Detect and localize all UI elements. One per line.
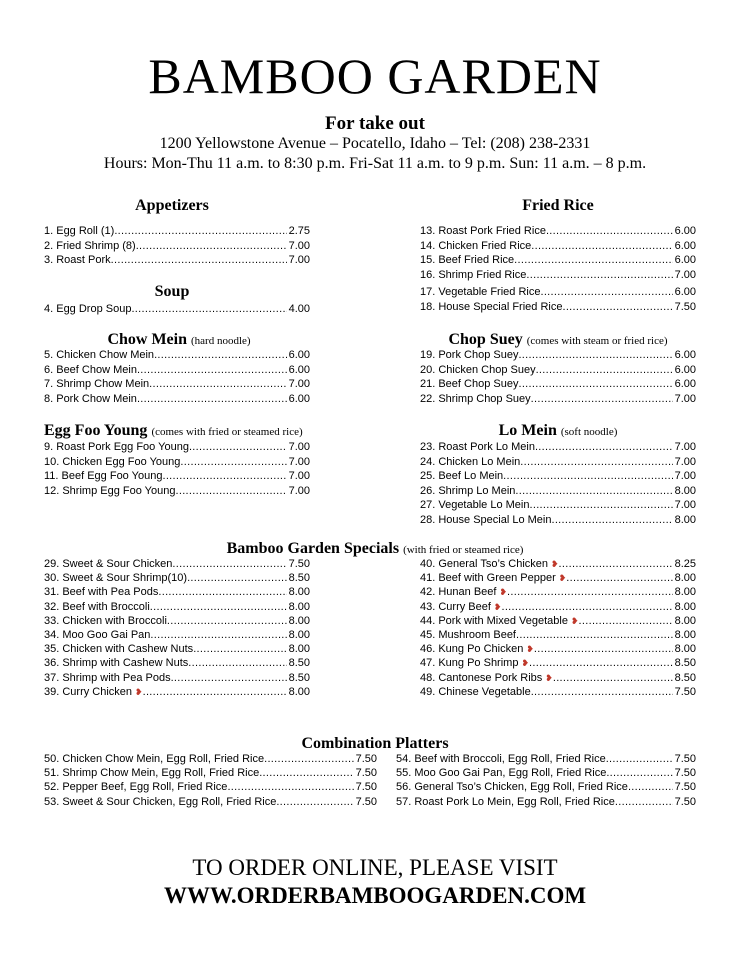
menu-item-name: 55. Moo Goo Gai Pan, Egg Roll, Fried Rice [396, 767, 607, 780]
menu-item-price: 6.00 [674, 286, 696, 298]
menu-item-price: 8.00 [288, 629, 310, 641]
menu-item [420, 671, 696, 685]
menu-item-name: 29. Sweet & Sour Chicken [44, 558, 173, 570]
menu-item-price: 8.00 [674, 614, 696, 627]
menu-item [420, 557, 696, 571]
menu-item-name: 30. Sweet & Sour Shrimp(10) [44, 572, 188, 585]
dot-leader [143, 685, 287, 699]
chili-pepper-icon: ❥ [499, 587, 507, 598]
menu-item [44, 253, 310, 267]
dot-leader [111, 253, 287, 267]
chili-pepper-icon: ❥ [135, 686, 143, 697]
menu-item-name: 19. Pork Chop Suey [420, 349, 519, 361]
menu-item-name: 41. Beef with Green Pepper [420, 572, 556, 585]
menu-item [44, 363, 310, 377]
menu-item-price: 8.50 [288, 671, 310, 684]
menu-item-price: 8.00 [674, 484, 696, 497]
menu-item-price: 7.00 [288, 239, 310, 252]
dot-leader [259, 766, 353, 780]
menu-item-name: 26. Shrimp Lo Mein [420, 484, 516, 497]
menu-item-name: 27. Vegetable Lo Mein [420, 499, 530, 511]
dot-leader [520, 455, 672, 469]
menu-item-price: 8.00 [674, 629, 696, 641]
menu-item-name: 31. Beef with Pea Pods [44, 586, 159, 599]
menu-item-name: 21. Beef Chop Suey [420, 378, 519, 390]
menu-item-price: 8.00 [288, 614, 310, 627]
menu-item-name: 35. Chicken with Cashew Nuts [44, 643, 194, 656]
menu-item-name: 34. Moo Goo Gai Pan [44, 629, 151, 641]
dot-leader [193, 642, 286, 656]
menu-item-price: 8.50 [674, 657, 696, 670]
heading-lo-mein: Lo Mein (soft noodle) [498, 422, 618, 439]
menu-item [44, 752, 377, 766]
takeout-label: For take out [325, 113, 425, 134]
dot-leader [187, 571, 287, 585]
menu-item-price: 8.00 [674, 513, 696, 526]
menu-item-name: 4. Egg Drop Soup [44, 303, 132, 315]
chili-pepper-icon: ❥ [526, 644, 534, 655]
menu-item [420, 585, 696, 599]
menu-item-name: 14. Chicken Fried Rice [420, 239, 532, 252]
dot-leader [515, 484, 672, 498]
menu-item [44, 440, 310, 454]
menu-item [420, 469, 696, 483]
menu-item-price: 7.00 [288, 484, 310, 497]
dot-leader [189, 440, 287, 454]
menu-item-name: 45. Mushroom Beef [420, 629, 516, 641]
footer-website-link[interactable]: WWW.ORDERBAMBOOGARDEN.COM [163, 883, 587, 908]
menu-item-name: 48. Cantonese Pork Ribs [420, 671, 543, 684]
menu-item-price: 7.00 [674, 268, 696, 281]
menu-item-price: 6.00 [288, 392, 310, 405]
dot-leader [507, 585, 673, 599]
dot-leader [154, 348, 287, 362]
menu-item [44, 642, 310, 656]
menu-item-name: 25. Beef Lo Mein [420, 470, 504, 482]
menu-item [44, 656, 310, 670]
menu-item-price: 8.00 [674, 600, 696, 613]
menu-item-price: 7.00 [674, 392, 696, 405]
dot-leader [137, 363, 287, 377]
dot-leader [171, 671, 287, 685]
menu-item [420, 300, 696, 314]
menu-item [44, 348, 310, 362]
menu-item [420, 484, 696, 498]
menu-item-price: 7.50 [355, 767, 377, 780]
menu-item-name: 50. Chicken Chow Mein, Egg Roll, Fried Rice [44, 753, 265, 765]
menu-item [420, 348, 696, 362]
dot-leader [149, 377, 286, 391]
chili-pepper-icon: ❥ [493, 601, 502, 612]
menu-item-price: 7.50 [674, 781, 696, 794]
menu-item [44, 455, 310, 469]
menu-item-price: 7.00 [674, 499, 696, 511]
menu-item [44, 685, 310, 699]
menu-item [420, 642, 696, 656]
dot-leader [531, 392, 673, 406]
menu-item [44, 780, 377, 794]
dot-leader [535, 440, 673, 454]
menu-item [420, 440, 696, 454]
menu-item-price: 8.50 [674, 671, 696, 684]
menu-item-price: 8.50 [288, 657, 310, 670]
menu-item-price: 7.50 [674, 795, 696, 808]
menu-item-name: 18. House Special Fried Rice [420, 300, 563, 313]
menu-item [44, 585, 310, 599]
menu-item [44, 239, 310, 253]
dot-leader [175, 484, 286, 498]
dot-leader [167, 614, 287, 628]
dot-leader [518, 377, 672, 391]
dot-leader [516, 628, 673, 642]
menu-item-name: 44. Pork with Mixed Vegetable [420, 614, 568, 627]
menu-item-price: 7.00 [674, 470, 696, 482]
menu-item [44, 484, 310, 498]
menu-item-name: 46. Kung Po Chicken [420, 643, 524, 656]
menu-item [420, 392, 696, 406]
dot-leader [531, 685, 673, 699]
menu-item-name: 52. Pepper Beef, Egg Roll, Fried Rice [44, 781, 228, 794]
dot-leader [264, 752, 353, 766]
menu-item-name: 28. House Special Lo Mein [420, 513, 552, 526]
dot-leader [137, 392, 287, 406]
menu-item-name: 40. General Tso’s Chicken [420, 558, 548, 570]
heading-specials: Bamboo Garden Specials (with fried or steamed rice) [226, 540, 524, 557]
menu-item-name: 2. Fried Shrimp (8) [44, 239, 136, 252]
menu-item-price: 7.50 [674, 300, 696, 313]
menu-item-price: 8.00 [288, 643, 310, 656]
chili-pepper-icon: ❥ [545, 672, 553, 683]
menu-item-price: 7.50 [288, 558, 310, 570]
menu-item-price: 8.00 [288, 586, 310, 599]
heading-chow-mein: Chow Mein (hard noodle) [107, 331, 251, 348]
dot-leader [526, 268, 672, 282]
menu-item-name: 20. Chicken Chop Suey [420, 363, 536, 376]
menu-item [44, 571, 310, 585]
dot-leader [150, 628, 286, 642]
menu-item-name: 6. Beef Chow Mein [44, 363, 137, 376]
menu-item [420, 455, 696, 469]
footer-order-online: TO ORDER ONLINE, PLEASE VISIT [192, 855, 558, 880]
menu-item-name: 24. Chicken Lo Mein [420, 455, 521, 468]
dot-leader [536, 363, 673, 377]
menu-item-price: 8.25 [674, 558, 696, 570]
menu-item [420, 253, 696, 267]
dot-leader [227, 780, 353, 794]
menu-item [44, 614, 310, 628]
dot-leader [501, 600, 672, 614]
menu-item [420, 628, 696, 642]
menu-item-price: 6.00 [674, 378, 696, 390]
dot-leader [551, 513, 672, 527]
menu-item-name: 8. Pork Chow Mein [44, 392, 137, 405]
dot-leader [136, 239, 287, 253]
dot-leader [615, 795, 673, 809]
dot-leader [158, 585, 286, 599]
menu-item [44, 628, 310, 642]
menu-item-price: 6.00 [288, 349, 310, 361]
menu-item-name: 51. Shrimp Chow Mein, Egg Roll, Fried Rice [44, 767, 260, 780]
menu-item-price: 7.50 [355, 795, 377, 808]
chili-pepper-icon: ❥ [570, 615, 579, 626]
menu-item [420, 571, 696, 585]
menu-item [44, 766, 377, 780]
menu-item-price: 7.00 [674, 441, 696, 453]
dot-leader [514, 253, 672, 267]
menu-item-name: 3. Roast Pork [44, 254, 111, 266]
menu-item-price: 8.00 [288, 685, 310, 698]
menu-item-price: 8.00 [288, 600, 310, 613]
dot-leader [606, 766, 672, 780]
menu-item [420, 600, 696, 614]
dot-leader [553, 671, 673, 685]
menu-item [44, 377, 310, 391]
address-line: 1200 Yellowstone Avenue – Pocatello, Idaho – Tel: (208) 238-2331 [159, 135, 591, 152]
menu-item-price: 2.75 [288, 225, 310, 237]
menu-item-price: 8.00 [674, 586, 696, 599]
menu-item [420, 268, 696, 282]
menu-item [420, 224, 696, 238]
dot-leader [172, 557, 286, 571]
menu-item-name: 49. Chinese Vegetable [420, 685, 531, 698]
restaurant-title: BAMBOO GARDEN [148, 48, 602, 104]
menu-item [44, 302, 310, 316]
menu-item-price: 7.50 [674, 685, 696, 698]
menu-item [396, 766, 696, 780]
dot-leader [559, 557, 673, 571]
menu-item-name: 10. Chicken Egg Foo Young [44, 455, 181, 468]
menu-item [420, 377, 696, 391]
menu-item-name: 23. Roast Pork Lo Mein [420, 441, 535, 453]
hours-line: Hours: Mon-Thu 11 a.m. to 8:30 p.m. Fri-Sat 11 a.m. to 9 p.m. Sun: 11 a.m. – 8 p.m. [103, 155, 647, 172]
menu-item-price: 8.00 [674, 643, 696, 656]
heading-fried-rice: Fried Rice [522, 197, 594, 214]
dot-leader [503, 469, 672, 483]
menu-item-price: 7.00 [288, 455, 310, 468]
menu-item-price: 6.00 [288, 363, 310, 376]
menu-item [420, 239, 696, 253]
menu-item-price: 7.00 [288, 470, 310, 482]
menu-item [44, 671, 310, 685]
menu-item [44, 392, 310, 406]
menu-item [396, 795, 696, 809]
menu-item-name: 39. Curry Chicken [44, 685, 133, 698]
menu-item [44, 795, 377, 809]
menu-item [420, 498, 696, 512]
menu-item-price: 7.00 [288, 441, 310, 453]
menu-item [420, 614, 696, 628]
menu-item [396, 780, 696, 794]
chili-pepper-icon: ❥ [558, 573, 567, 584]
dot-leader [276, 795, 353, 809]
dot-leader [531, 239, 672, 253]
menu-item-price: 7.50 [355, 781, 377, 794]
dot-leader [534, 642, 673, 656]
menu-item-price: 7.00 [288, 378, 310, 390]
menu-item-price: 7.00 [674, 455, 696, 468]
menu-item [44, 557, 310, 571]
chili-pepper-icon: ❥ [551, 559, 559, 569]
dot-leader [114, 224, 286, 238]
dot-leader [518, 348, 672, 362]
heading-egg-foo-young: Egg Foo Young (comes with fried or steamed rice) [44, 422, 303, 439]
menu-item [420, 513, 696, 527]
menu-item-name: 57. Roast Pork Lo Mein, Egg Roll, Fried Rice [396, 795, 615, 808]
dot-leader [606, 752, 673, 766]
menu-item-name: 7. Shrimp Chow Mein [44, 378, 150, 390]
menu-item-name: 15. Beef Fried Rice [420, 254, 515, 266]
menu-item [420, 285, 696, 299]
heading-chop-suey: Chop Suey (comes with steam or fried rice) [448, 331, 668, 348]
dot-leader [162, 469, 286, 483]
menu-item-name: 54. Beef with Broccoli, Egg Roll, Fried Rice [396, 753, 606, 765]
menu-item-price: 7.50 [674, 767, 696, 780]
menu-item-name: 17. Vegetable Fried Rice [420, 286, 541, 298]
menu-item-price: 6.00 [674, 363, 696, 376]
menu-item-price: 7.50 [355, 753, 377, 765]
heading-soup: Soup [154, 283, 190, 300]
menu-item-price: 8.50 [288, 572, 310, 585]
menu-item-name: 9. Roast Pork Egg Foo Young [44, 441, 189, 453]
menu-item [420, 656, 696, 670]
menu-item-name: 37. Shrimp with Pea Pods [44, 671, 171, 684]
menu-item-name: 36. Shrimp with Cashew Nuts [44, 657, 189, 670]
menu-item-name: 53. Sweet & Sour Chicken, Egg Roll, Fried Rice [44, 795, 277, 808]
dot-leader [150, 600, 287, 614]
menu-item-name: 5. Chicken Chow Mein [44, 349, 155, 361]
menu-item-name: 1. Egg Roll (1) [44, 225, 115, 237]
dot-leader [180, 455, 286, 469]
menu-item-price: 6.00 [674, 225, 696, 237]
menu-item-price: 8.00 [674, 572, 696, 585]
menu-item-price: 6.00 [674, 349, 696, 361]
menu-item-price: 7.50 [674, 753, 696, 765]
dot-leader [566, 571, 672, 585]
menu-item-name: 16. Shrimp Fried Rice [420, 268, 527, 281]
menu-item [44, 600, 310, 614]
dot-leader [628, 780, 673, 794]
menu-item [44, 224, 310, 238]
menu-item-name: 32. Beef with Broccoli [44, 600, 150, 613]
menu-item-name: 13. Roast Pork Fried Rice [420, 225, 546, 237]
menu-item-name: 56. General Tso’s Chicken, Egg Roll, Fried Rice [396, 781, 628, 794]
dot-leader [562, 300, 672, 314]
menu-item-price: 4.00 [288, 303, 310, 315]
dot-leader [540, 285, 672, 299]
menu-item [44, 469, 310, 483]
dot-leader [579, 614, 673, 628]
dot-leader [529, 498, 672, 512]
chili-pepper-icon: ❥ [521, 658, 529, 669]
menu-item-price: 6.00 [674, 254, 696, 266]
menu-item-name: 43. Curry Beef [420, 600, 491, 613]
menu-item-name: 42. Hunan Beef [420, 586, 497, 599]
menu-item-name: 12. Shrimp Egg Foo Young [44, 484, 176, 497]
menu-item-name: 33. Chicken with Broccoli [44, 614, 167, 627]
heading-appetizers: Appetizers [135, 197, 209, 214]
menu-item [420, 685, 696, 699]
menu-item-price: 6.00 [674, 239, 696, 252]
heading-combination: Combination Platters [301, 735, 449, 752]
menu-item-name: 11. Beef Egg Foo Young [44, 470, 163, 482]
menu-item-price: 7.00 [288, 254, 310, 266]
menu-item-name: 22. Shrimp Chop Suey [420, 392, 531, 405]
dot-leader [546, 224, 673, 238]
menu-item [396, 752, 696, 766]
dot-leader [188, 656, 286, 670]
menu-item [420, 363, 696, 377]
dot-leader [529, 656, 673, 670]
menu-item-name: 47. Kung Po Shrimp [420, 657, 519, 670]
dot-leader [131, 302, 286, 316]
